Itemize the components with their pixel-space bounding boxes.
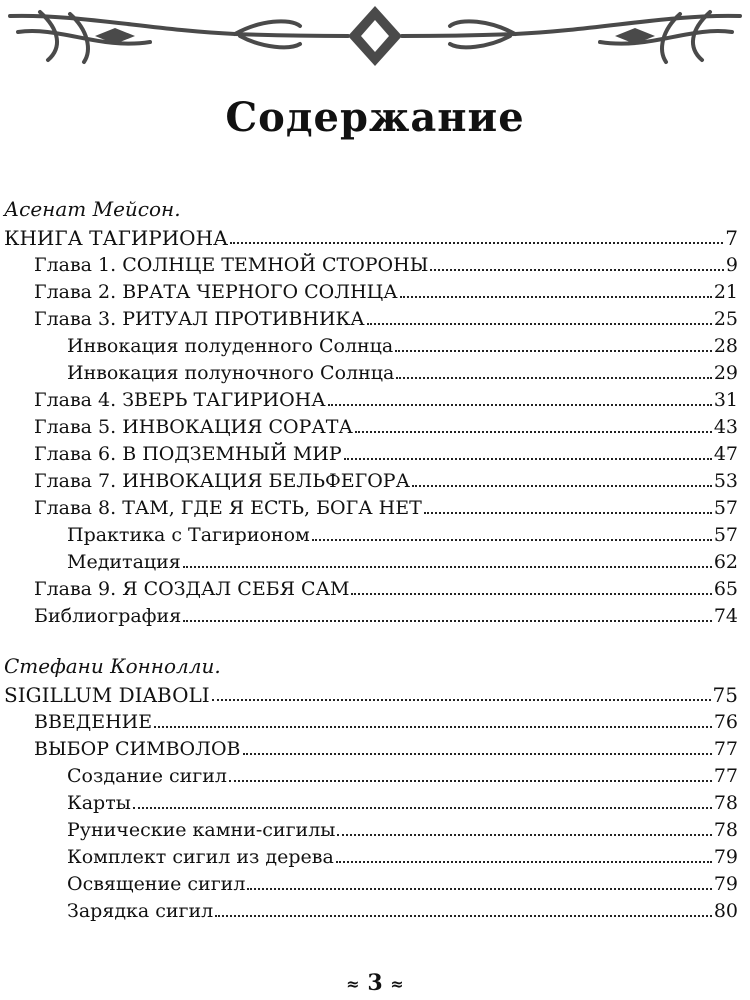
toc-entry-page: 29 xyxy=(713,362,738,384)
toc-entry-title: Комплект сигил из дерева xyxy=(67,846,334,868)
toc-entry-title: Глава 3. РИТУАЛ ПРОТИВНИКА xyxy=(34,308,365,330)
toc-entry-title: Глава 8. ТАМ, ГДЕ Я ЕСТЬ, БОГА НЕТ xyxy=(34,497,422,519)
page-number-value: 3 xyxy=(367,970,383,996)
folio-ornament-left: ≈ xyxy=(346,974,360,994)
toc-entry-page: 43 xyxy=(713,416,738,438)
dot-leader xyxy=(412,485,712,487)
toc-entry-page: 75 xyxy=(712,683,738,707)
dot-leader xyxy=(215,915,712,917)
toc-entry[interactable] xyxy=(0,868,750,895)
toc-entry-page: 77 xyxy=(713,765,738,787)
section-author: Асенат Мейсон. xyxy=(4,197,181,221)
toc-entry-title: Глава 4. ЗВЕРЬ ТАГИРИОНА xyxy=(34,389,326,411)
toc-entry-page: 57 xyxy=(713,524,738,546)
dot-leader xyxy=(424,512,712,514)
toc-entry[interactable] xyxy=(0,465,750,492)
dot-leader xyxy=(328,404,712,406)
dot-leader xyxy=(230,242,723,244)
dot-leader xyxy=(337,834,711,836)
dot-leader xyxy=(183,620,712,622)
toc-entry[interactable] xyxy=(0,573,750,600)
toc-entry-title: Медитация xyxy=(67,551,181,573)
toc-entry-page: 62 xyxy=(713,551,738,573)
toc-entry-title: ВВЕДЕНИЕ xyxy=(34,711,153,733)
dot-leader xyxy=(229,780,712,782)
toc-entry[interactable] xyxy=(0,895,750,922)
dot-leader xyxy=(312,539,712,541)
toc-entry[interactable] xyxy=(0,546,750,573)
dot-leader xyxy=(212,699,711,701)
folio-ornament-right: ≈ xyxy=(390,974,404,994)
toc-entry-page: 31 xyxy=(713,389,738,411)
toc-entry-page: 9 xyxy=(725,254,738,276)
toc-entry[interactable] xyxy=(0,357,750,384)
toc-entry[interactable] xyxy=(0,519,750,546)
toc-entry-page: 80 xyxy=(713,900,738,922)
toc-entry-title: Рунические камни-сигилы xyxy=(67,819,336,841)
dot-leader xyxy=(400,296,712,298)
toc-entry-title: Освящение сигил xyxy=(67,873,246,895)
toc-entry-title: Глава 5. ИНВОКАЦИЯ СОРАТА xyxy=(34,416,353,438)
toc-entry-page: 7 xyxy=(725,226,738,250)
toc-entry-page: 79 xyxy=(713,873,738,895)
dot-leader xyxy=(183,566,712,568)
toc-entry-page: 77 xyxy=(713,738,738,760)
toc-entry-page: 65 xyxy=(713,578,738,600)
toc-entry-page: 47 xyxy=(713,443,738,465)
toc-entry-title: Глава 9. Я СОЗДАЛ СЕБЯ САМ xyxy=(34,578,350,600)
toc-entry[interactable] xyxy=(0,249,750,276)
page-number xyxy=(0,970,750,996)
toc-entry[interactable] xyxy=(0,492,750,519)
table-of-contents xyxy=(0,196,750,922)
toc-entry-page: 74 xyxy=(713,605,738,627)
toc-entry[interactable] xyxy=(0,222,750,249)
dot-leader xyxy=(351,593,711,595)
toc-entry-page: 21 xyxy=(713,281,738,303)
toc-entry-title: Практика с Тагирионом xyxy=(67,524,310,546)
dot-leader xyxy=(344,458,712,460)
toc-entry[interactable] xyxy=(0,841,750,868)
section-gap xyxy=(0,627,750,653)
toc-entry[interactable] xyxy=(0,411,750,438)
toc-entry[interactable] xyxy=(0,330,750,357)
toc-entry-title: Зарядка сигил xyxy=(67,900,214,922)
toc-entry[interactable] xyxy=(0,384,750,411)
toc-entry-page: 76 xyxy=(713,711,738,733)
section-author: Стефани Коннолли. xyxy=(4,654,221,678)
header-ornament xyxy=(0,0,750,75)
toc-entry[interactable] xyxy=(0,760,750,787)
toc-entry-title: Глава 2. ВРАТА ЧЕРНОГО СОЛНЦА xyxy=(34,281,398,303)
toc-entry-title: Инвокация полуденного Солнца xyxy=(67,335,394,357)
toc-entry-title: КНИГА ТАГИРИОНА xyxy=(4,226,229,250)
dot-leader xyxy=(355,431,712,433)
toc-entry-page: 79 xyxy=(713,846,738,868)
toc-entry-title: Библиография xyxy=(34,605,182,627)
toc-entry-title: Глава 1. СОЛНЦЕ ТЕМНОЙ СТОРОНЫ xyxy=(34,254,429,276)
toc-entry-page: 25 xyxy=(713,308,738,330)
toc-entry-page: 78 xyxy=(713,819,738,841)
toc-entry-title: Инвокация полуночного Солнца xyxy=(67,362,395,384)
page-title: Содержание xyxy=(225,94,525,141)
toc-entry-title: Создание сигил xyxy=(67,765,227,787)
dot-leader xyxy=(395,350,712,352)
toc-entry-page: 78 xyxy=(713,792,738,814)
toc-entry-page: 53 xyxy=(713,470,738,492)
toc-entry[interactable] xyxy=(0,276,750,303)
dot-leader xyxy=(336,861,712,863)
toc-entry[interactable] xyxy=(0,303,750,330)
dot-leader xyxy=(247,888,711,890)
dot-leader xyxy=(367,323,712,325)
dot-leader xyxy=(133,807,712,809)
toc-entry[interactable] xyxy=(0,706,750,733)
toc-entry-page: 28 xyxy=(713,335,738,357)
toc-entry[interactable] xyxy=(0,600,750,627)
toc-entry[interactable] xyxy=(0,438,750,465)
toc-entry-page: 57 xyxy=(713,497,738,519)
toc-entry[interactable] xyxy=(0,733,750,760)
toc-entry-title: Карты xyxy=(67,792,131,814)
dot-leader xyxy=(243,753,712,755)
toc-entry[interactable] xyxy=(0,679,750,706)
dot-leader xyxy=(430,269,724,271)
toc-entry-title: Глава 7. ИНВОКАЦИЯ БЕЛЬФЕГОРА xyxy=(34,470,410,492)
toc-entry-title: Глава 6. В ПОДЗЕМНЫЙ МИР xyxy=(34,443,342,465)
dot-leader xyxy=(154,726,712,728)
toc-entry-title: ВЫБОР СИМВОЛОВ xyxy=(34,738,241,760)
toc-entry[interactable] xyxy=(0,787,750,814)
toc-entry[interactable] xyxy=(0,814,750,841)
toc-entry-title: SIGILLUM DIABOLI xyxy=(4,683,210,707)
dot-leader xyxy=(396,377,712,379)
